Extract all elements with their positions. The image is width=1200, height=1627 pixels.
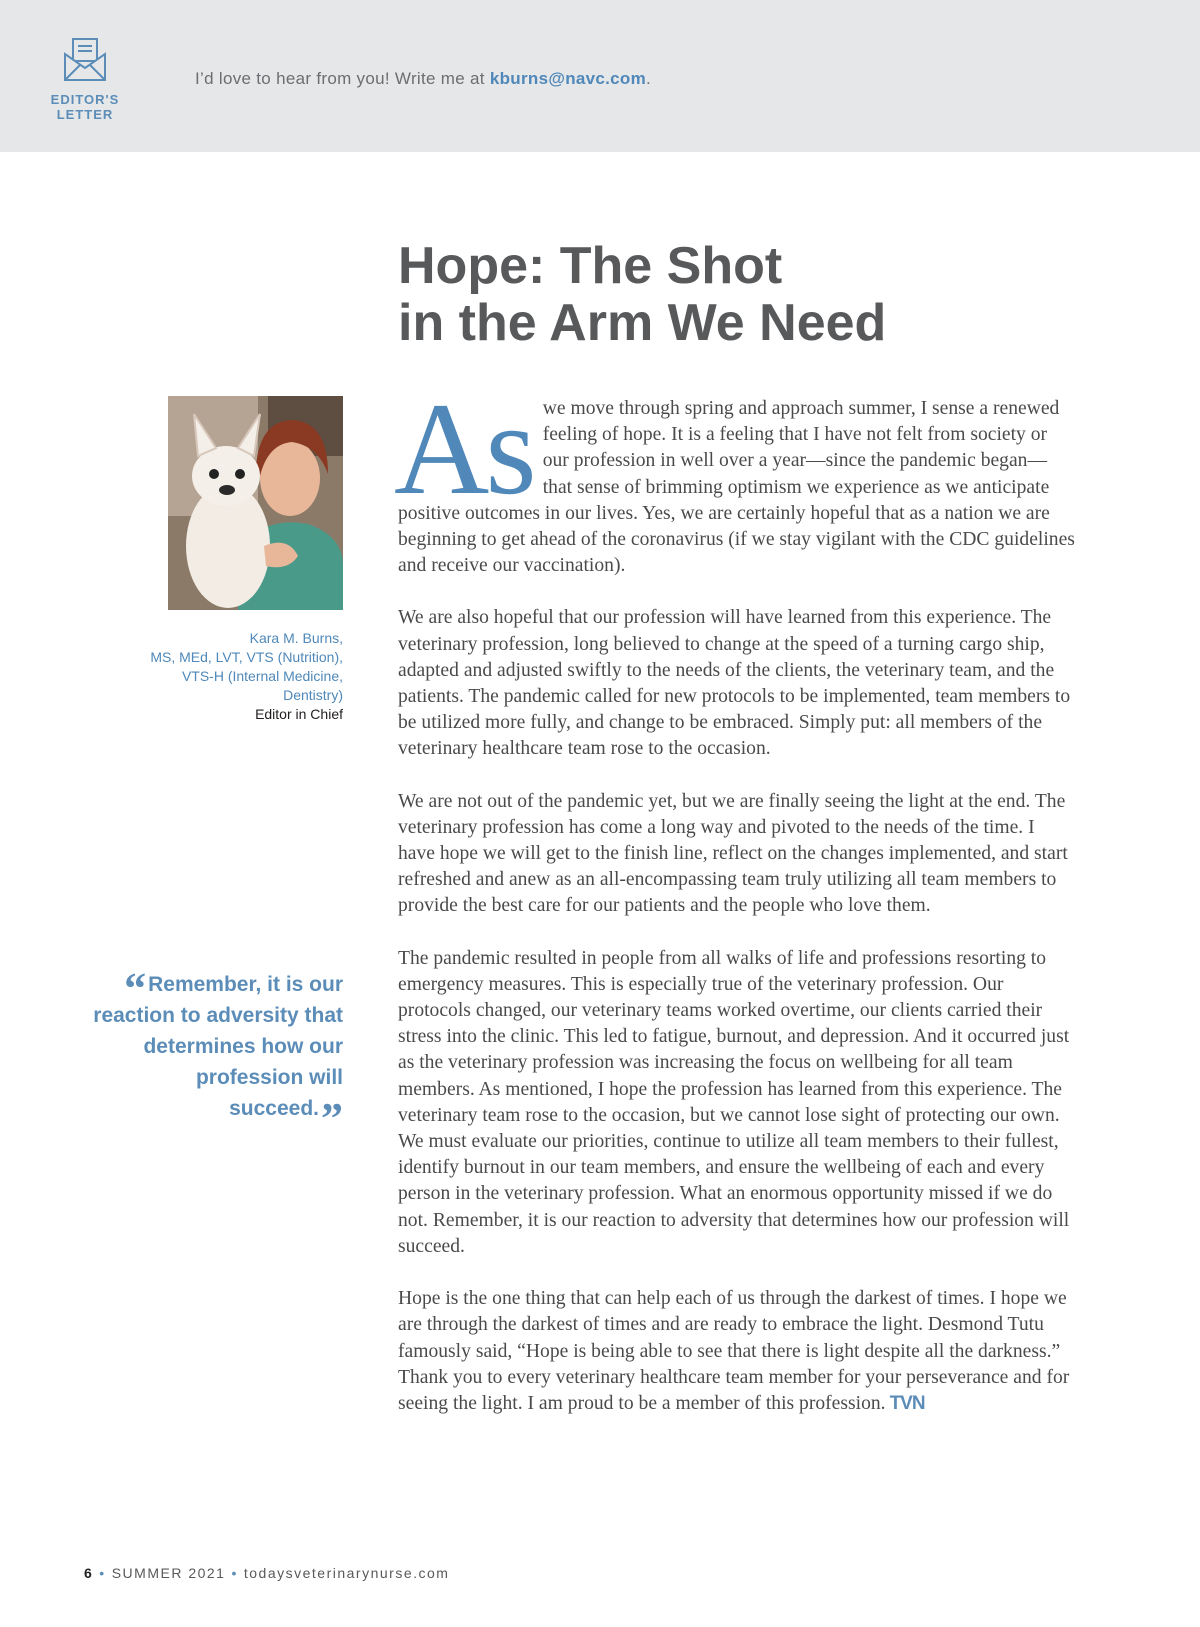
article-paragraph-3: We are not out of the pandemic yet, but we are finally seeing the light at the end. The veterinary profession has come a long way and pivoted to the needs of the time. I have hope we will get to the finish line, reflect on the changes implemented, and start refreshed and anew as an all-encompassing team truly utilizing all team members to provide the best care for our patients and the people who love them. [398,790,1068,917]
pull-quote-text: Remember, it is our reaction to adversity that determines how our profession will succeed. [93,973,343,1120]
envelope-letter-icon [63,36,107,82]
tvn-end-mark: TVN [889,1392,925,1414]
article-paragraph-1 [394,375,1076,579]
contact-email-link[interactable]: kburns@navc.com [489,69,647,88]
page-footer [84,1565,449,1581]
footer-separator-1: • [99,1565,106,1581]
drop-cap: As [394,375,533,522]
article-paragraph-4: The pandemic resulted in people from all walks of life and professions resorting to emergency measures. This is especially true of the veterinary profession. Our protocols changed, our veterinary teams worked overtime, our clients carried their stress into the clinic. This led to fatigue, burnout, and depression. And it occurred just as the veterinary profession was increasing the focus on wellbeing for all team members. As mentioned, I hope the profession has learned from this experience. The veterinary team rose to the occasion, but we cannot lose sight of protecting our own. We must evaluate our priorities, continue to utilize all team members to their fullest, identify burnout in our team members, and ensure the wellbeing of each and every person in the veterinary profession. What an enormous opportunity missed if we do not. Remember, it is our reaction to adversity that determines how our profession will succeed. [398,947,1070,1257]
title-line-1: Hope: The Shot [398,237,783,295]
author-photo [168,396,343,610]
article-paragraph-2: We are also hopeful that our profession will have learned from this experience. The veterinary profession, long believed to change at the speed of a turning cargo ship, adapted and adjusted swiftly to the needs of the clients, the veterinary team, and the patients. The pandemic called for new protocols to be implemented, team members to be utilized more fully, and change to be embraced. Simply put: all members of the veterinary healthcare team rose to the occasion. [398,607,1071,760]
article-paragraph-5 [398,1286,1076,1417]
page-number: 6 [84,1565,94,1581]
article-body [394,375,1076,1443]
website-link[interactable]: todaysveterinarynurse.com [243,1565,450,1581]
contact-line [195,69,651,89]
author-name: Kara M. Burns, [249,630,343,646]
paragraph-1-text: we move through spring and approach summer, I sense a renewed feeling of hope. It is a feeling that I have not felt from society or our profession in well over a year—since the pandemic began—that sense of brimming optimism we experience as we anticipate positive outcomes in our lives. Yes, we are certainly hopeful that as a nation we are beginning to get ahead of the coronavirus (if we stay vigilant with the CDC guidelines and receive our vaccination). [398,398,1075,577]
title-line-2: in the Arm We Need [398,294,887,352]
issue-label: SUMMER 2021 [111,1565,226,1581]
contact-prefix: I’d love to hear from you! Write me at [195,69,490,88]
pull-quote [80,964,343,1143]
close-quote-mark: ” [321,1094,343,1143]
author-credentials: MS, MEd, LVT, VTS (Nutrition), VTS-H (Internal Medicine, Dentistry) [150,649,343,703]
section-badge [44,36,126,122]
paragraph-5-text: Hope is the one thing that can help each of us through the darkest of times. I hope we are through the darkest of times and are ready to embrace the light. Desmond Tutu famously said, “Hope is being able to see that there is light despite all the darkness.” Thank you to every veterinary healthcare team member for your perseverance and for seeing the light. I am proud to be a member of this profession. [398,1288,1070,1414]
author-credit [100,629,343,724]
header-bar [0,0,1200,152]
section-label: EDITOR'S LETTER [50,92,120,122]
open-quote-mark: “ [124,964,147,1013]
contact-suffix: . [646,69,652,88]
article-title [398,238,886,352]
author-role: Editor in Chief [255,706,343,722]
footer-separator-2: • [231,1565,238,1581]
